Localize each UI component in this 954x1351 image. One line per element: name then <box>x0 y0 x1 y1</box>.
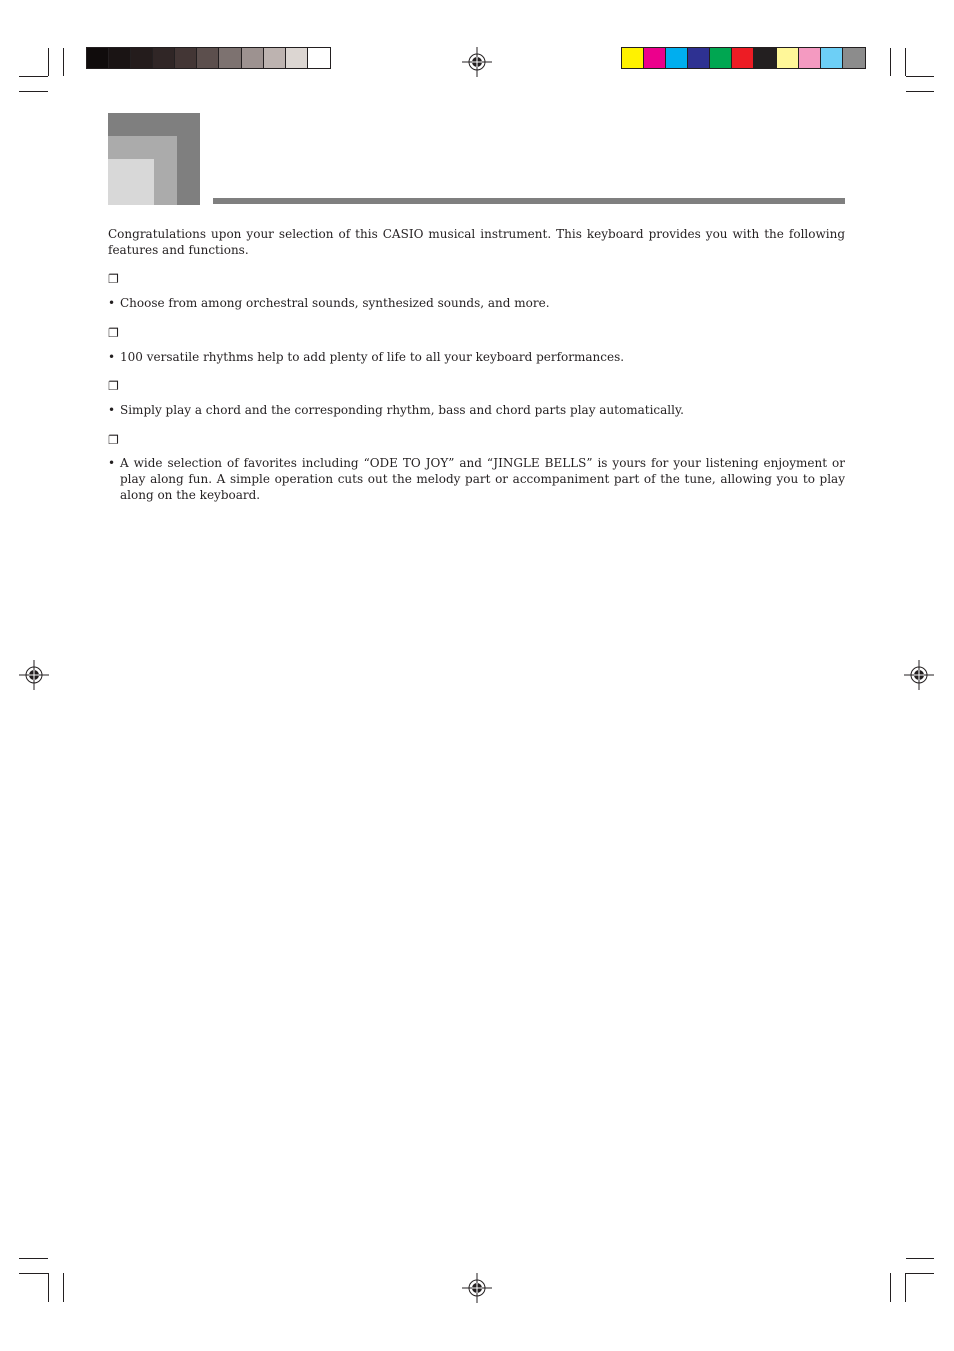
feature-checkbox-icon: ❐ <box>108 326 119 340</box>
crop-mark <box>19 1258 48 1259</box>
registration-target-icon <box>904 660 934 690</box>
feature-description: 100 versatile rhythms help to add plenty of life to all your keyboard performances. <box>120 350 625 364</box>
color-swatch <box>109 48 131 68</box>
feature-description: Choose from among orchestral sounds, synthesized sounds, and more. <box>120 296 550 310</box>
crop-mark <box>48 1273 49 1302</box>
bullet-icon: • <box>108 296 116 310</box>
registration-target-icon <box>462 1273 492 1303</box>
feature-description: Simply play a chord and the corresponding rhythm, bass and chord parts play automatically. <box>120 403 684 417</box>
color-swatch <box>286 48 308 68</box>
process-color-bar <box>621 47 866 69</box>
color-swatch <box>242 48 264 68</box>
crop-mark <box>905 1273 906 1302</box>
feature-bullet <box>108 455 845 503</box>
feature-checkbox-icon: ❐ <box>108 272 119 286</box>
color-swatch <box>622 48 644 68</box>
crop-mark <box>63 48 64 76</box>
intro-paragraph: Congratulations upon your selection of this CASIO musical instrument. This keyboard provides you with the following features and functions. <box>108 227 845 257</box>
crop-mark <box>48 48 49 76</box>
color-swatch <box>666 48 688 68</box>
color-swatch <box>799 48 821 68</box>
color-swatch <box>87 48 109 68</box>
feature-bullet <box>108 349 845 365</box>
color-swatch <box>754 48 776 68</box>
crop-mark <box>906 1273 934 1274</box>
crop-mark <box>890 1273 891 1302</box>
feature-bullet <box>108 295 845 311</box>
crop-mark <box>906 1258 934 1259</box>
header-decoration-inner <box>108 159 154 205</box>
color-swatch <box>219 48 241 68</box>
color-swatch <box>264 48 286 68</box>
color-swatch <box>732 48 754 68</box>
crop-mark <box>905 48 906 76</box>
crop-mark <box>19 91 48 92</box>
color-swatch <box>153 48 175 68</box>
crop-mark <box>19 76 48 77</box>
grayscale-color-bar <box>86 47 331 69</box>
color-swatch <box>308 48 330 68</box>
registration-target-icon <box>19 660 49 690</box>
crop-mark <box>890 48 891 76</box>
bullet-icon: • <box>108 350 116 364</box>
feature-checkbox-icon: ❐ <box>108 379 119 393</box>
color-swatch <box>644 48 666 68</box>
registration-target-icon <box>462 47 492 77</box>
bullet-icon: • <box>108 403 116 417</box>
color-swatch <box>197 48 219 68</box>
feature-bullet <box>108 402 845 418</box>
feature-description: A wide selection of favorites including “ODE TO JOY” and “JINGLE BELLS” is yours for your listening enjoyment or play along fun. A simple operation cuts out the melody part or accompaniment part of the tune, allowing you to play along on the keyboard. <box>120 456 845 502</box>
color-swatch <box>821 48 843 68</box>
header-rule <box>213 198 845 204</box>
color-swatch <box>175 48 197 68</box>
crop-mark <box>906 91 934 92</box>
crop-mark <box>63 1273 64 1302</box>
crop-mark <box>906 76 934 77</box>
color-swatch <box>131 48 153 68</box>
color-swatch <box>843 48 865 68</box>
color-swatch <box>688 48 710 68</box>
color-swatch <box>777 48 799 68</box>
bullet-icon: • <box>108 456 116 470</box>
crop-mark <box>19 1273 48 1274</box>
color-swatch <box>710 48 732 68</box>
feature-checkbox-icon: ❐ <box>108 433 119 447</box>
